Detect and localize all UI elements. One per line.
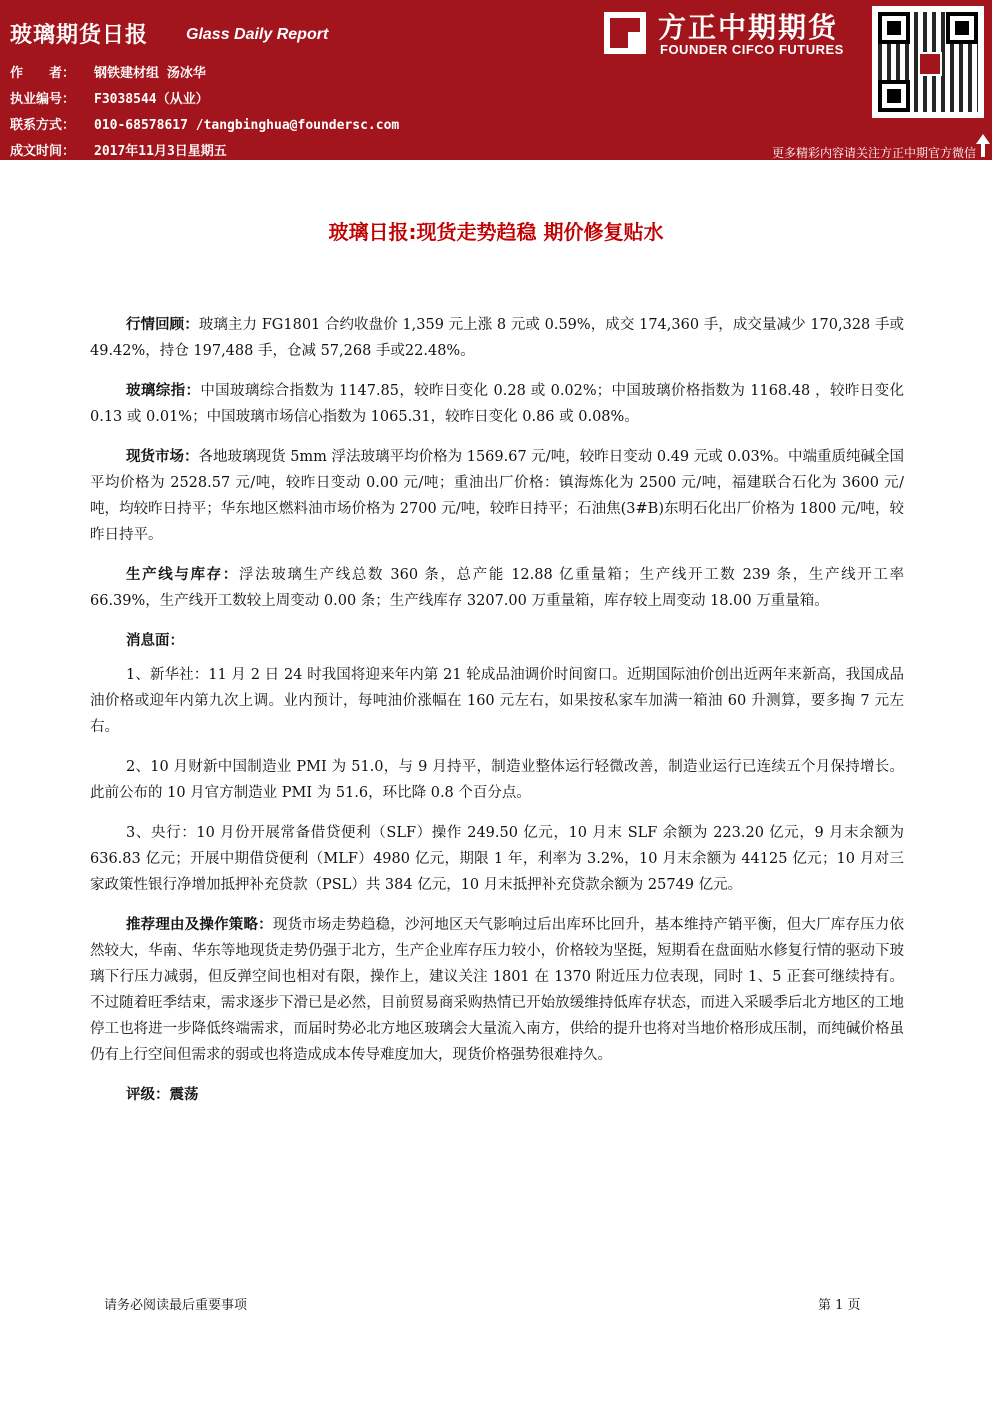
news-item: 1、新华社：11 月 2 日 24 时我国将迎来年内第 21 轮成品油调价时间窗口。近期国际油价创出近两年来新高，我国成品油价格或迎年内第九次上调。业内预计，每吨油价涨幅在 160 元左右，如果按私家车加满一箱油 60 升测算，要多掏 7 元左右。 (90, 667, 904, 735)
meta-contact (10, 114, 399, 133)
meta-author-label: 作 者： (10, 66, 76, 81)
section-label: 现货市场： (126, 449, 199, 465)
follow-wechat-text: 更多精彩内容请关注方正中期官方微信 (771, 146, 976, 160)
rating-label: 评级： (126, 1087, 170, 1103)
meta-author (10, 62, 206, 81)
news-item: 2、10 月财新中国制造业 PMI 为 51.0，与 9 月持平，制造业整体运行轻微改善，制造业运行已连续五个月保持增长。此前公布的 10 月官方制造业 PMI 为 51.6，环比降 0.8 个百分点。 (90, 759, 904, 801)
news-heading: 消息面： (126, 633, 184, 649)
report-body (90, 312, 904, 1116)
section-label: 玻璃综指： (126, 383, 201, 399)
rating (90, 1082, 904, 1108)
page-number: 第 1 页 (818, 1298, 861, 1313)
section-text: 现货市场走势趋稳，沙河地区天气影响过后出库环比回升，基本维持产销平衡，但大厂库存压力依然较大，华南、华东等地现货走势仍强于北方，生产企业库存压力较小，价格较为坚挺，短期看在盘面贴水修复行情的驱动下玻璃下行压力减弱，但反弹空间也相对有限，操作上，建议关注 1801 在 1370 附近压力位表现，同时 1、5 正套可继续持有。不过随着旺季结束，需求逐步下滑已是必然，目前贸易商采购热情已开始放缓维持低库存状态，而进入采暖季后北方地区的工地停工也将进一步降低终端需求，而届时势必北方地区玻璃会大量流入南方，供给的提升也将对当地价格形成压制，而纯碱价格虽仍有上行空间但需求的弱或也将造成成本传导难度加大，现货价格强势很难持久。 (90, 917, 904, 1063)
arrow-stem (981, 143, 985, 157)
meta-license-label: 执业编号： (10, 92, 76, 107)
section-text: 玻璃主力 FG1801 合约收盘价 1,359 元上涨 8 元或 0.59%，成交 174,360 手，成交量减少 170,328 手或49.42%，持仓 197,488 手，仓减 57,268 手或22.48%。 (90, 317, 905, 359)
section-label: 行情回顾： (126, 317, 199, 333)
section-spot-market (90, 444, 904, 548)
meta-contact-label: 联系方式： (10, 118, 76, 133)
section-text: 各地玻璃现货 5mm 浮法玻璃平均价格为 1569.67 元/吨，较昨日变动 0.49 元或 0.03%。中端重质纯碱全国平均价格为 2528.57 元/吨，较昨日变动 0.00 元/吨；重油出厂价格：镇海炼化为 2500 元/吨，福建联合石化为 3600 元/吨，均较昨日持平；华东地区燃料油市场价格为 2700 元/吨，较昨日持平；石油焦(3#B)东明石化出厂价格为 1800 元/吨，较昨日持平。 (90, 449, 905, 543)
meta-date (10, 140, 227, 159)
report-title-cn: 玻璃期货日报 (10, 23, 149, 48)
meta-date-label: 成文时间： (10, 144, 76, 159)
meta-author-value: 钢铁建材组 汤冰华 (94, 66, 206, 81)
rating-value: 震荡 (169, 1087, 199, 1103)
news-item: 3、央行：10 月份开展常备借贷便利（SLF）操作 249.50 亿元，10 月末 SLF 余额为 223.20 亿元，9 月末余额为 636.83 亿元；开展中期借贷便利（MLF）4980 亿元，期限 1 年，利率为 3.2%，10 月末余额为 44125 亿元；10 月对三家政策性银行净增加抵押补充贷款（PSL）共 384 亿元，10 月末抵押补充贷款余额为 25749 亿元。 (90, 825, 904, 893)
qr-code-icon (872, 6, 984, 118)
section-text: 中国玻璃综合指数为 1147.85，较昨日变化 0.28 或 0.02%；中国玻璃价格指数为 1168.48 ，较昨日变化 0.13 或 0.01%；中国玻璃市场信心指数为 1065.31，较昨日变化 0.86 或 0.08%。 (90, 383, 904, 425)
report-header (0, 0, 992, 160)
footer-disclaimer-note: 请务必阅读最后重要事项 (104, 1298, 248, 1313)
section-label: 生产线与库存： (126, 567, 239, 583)
brand-name-en: FOUNDER CIFCO FUTURES (660, 42, 844, 57)
section-label: 推荐理由及操作策略： (126, 917, 273, 933)
meta-license (10, 88, 209, 107)
meta-license-value: F3038544（从业） (94, 92, 209, 107)
document-title: 玻璃日报:现货走势趋稳 期价修复贴水 (328, 220, 664, 244)
founder-logo-icon (604, 12, 646, 54)
meta-date-value: 2017年11月3日星期五 (94, 144, 227, 159)
section-market-review (90, 312, 904, 364)
report-title-en: Glass Daily Report (186, 26, 329, 43)
meta-contact-value: 010-68578617 /tangbinghua@foundersc.com (94, 118, 400, 133)
brand-name-cn: 方正中期期货 (658, 11, 839, 44)
section-production-inventory (90, 562, 904, 614)
section-glass-index (90, 378, 904, 430)
section-strategy (90, 912, 904, 1068)
section-text: 浮法玻璃生产线总数 360 条，总产能 12.88 亿重量箱；生产线开工数 239 条，生产线开工率 66.39%，生产线开工数较上周变动 0.00 条；生产线库存 3207.00 万重量箱，库存较上周变动 18.00 万重量箱。 (90, 567, 905, 609)
